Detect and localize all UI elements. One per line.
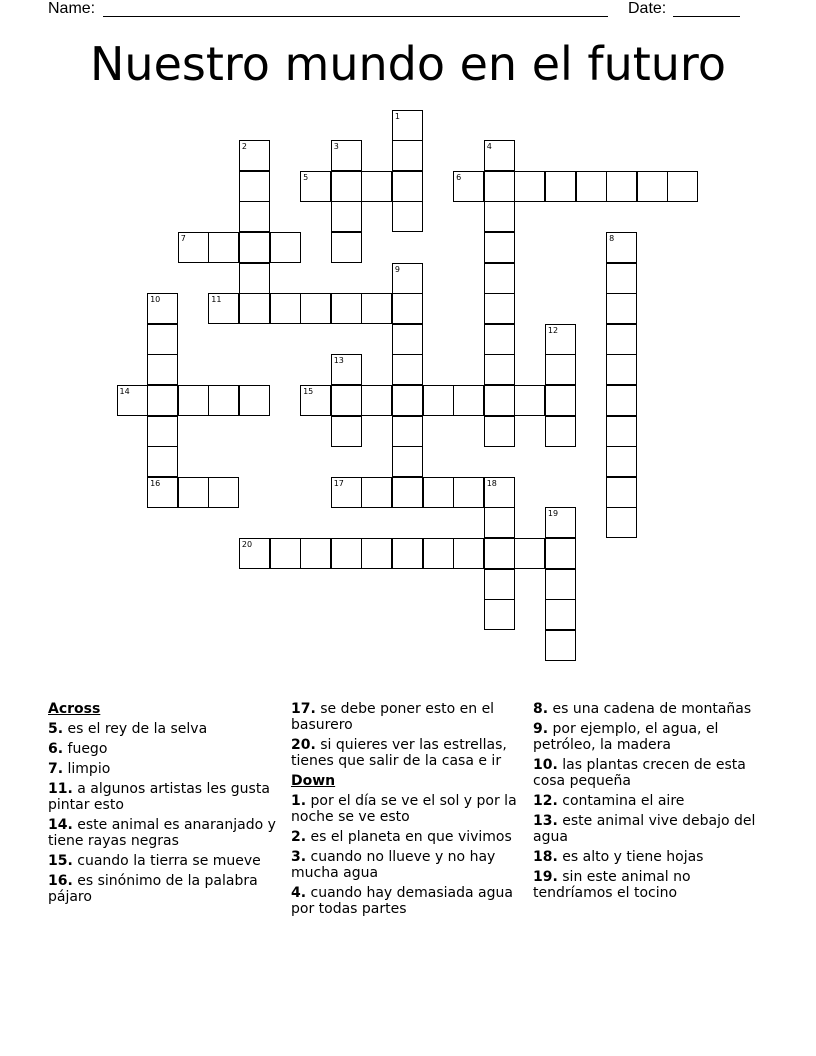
grid-cell[interactable] [667, 171, 698, 202]
grid-cell[interactable] [331, 171, 362, 202]
grid-cell[interactable] [545, 354, 576, 385]
grid-cell[interactable] [453, 385, 484, 416]
grid-cell[interactable] [484, 477, 515, 508]
across-heading: Across [48, 701, 101, 717]
grid-cell[interactable] [484, 354, 515, 385]
grid-cell[interactable] [392, 263, 423, 294]
grid-cell[interactable] [545, 538, 576, 569]
clue-number: 7 [180, 233, 186, 243]
grid-cell[interactable] [484, 569, 515, 600]
grid-cell[interactable] [606, 354, 637, 385]
clue-number: 13 [333, 356, 344, 366]
clue-down-4: 4. cuando hay demasiada agua por todas partes [291, 885, 513, 917]
grid-cell[interactable] [484, 201, 515, 232]
grid-cell[interactable] [484, 385, 515, 416]
clue-across-20: 20. si quieres ver las estrellas, tienes que salir de la casa e ir [291, 737, 507, 769]
grid-cell[interactable] [331, 293, 362, 324]
date-label: Date: [628, 0, 667, 17]
grid-cell[interactable] [606, 232, 637, 263]
clue-number: 15 [303, 386, 314, 396]
grid-cell[interactable] [484, 324, 515, 355]
clues-column-3 [533, 701, 767, 905]
grid-cell[interactable] [606, 446, 637, 477]
grid-cell[interactable] [484, 416, 515, 447]
page-title: Nuestro mundo en el futuro [90, 37, 726, 91]
grid-cell[interactable] [208, 232, 239, 263]
grid-cell[interactable] [147, 446, 178, 477]
clue-down-9: 9. por ejemplo, el agua, el petróleo, la madera [533, 721, 719, 753]
clue-number: 19 [547, 509, 559, 519]
grid-cell[interactable] [484, 507, 515, 538]
clue-across-11: 11. a algunos artistas les gusta pintar esto [48, 781, 270, 813]
grid-cell[interactable] [147, 354, 178, 385]
grid-cell[interactable] [392, 385, 423, 416]
clue-across-14: 14. este animal es anaranjado y tiene rayas negras [48, 817, 276, 849]
grid-cell[interactable] [453, 477, 484, 508]
grid-cell[interactable] [331, 140, 362, 171]
grid-cell[interactable] [392, 538, 423, 569]
clue-across-5: 5. es el rey de la selva [48, 721, 208, 737]
grid-cell[interactable] [178, 477, 209, 508]
grid-cell[interactable] [423, 538, 454, 569]
grid-cell[interactable] [484, 293, 515, 324]
grid-cell[interactable] [484, 232, 515, 263]
grid-cell[interactable] [270, 293, 301, 324]
clues-column-2 [291, 701, 525, 921]
grid-cell[interactable] [545, 416, 576, 447]
grid-cell[interactable] [147, 324, 178, 355]
grid-cell[interactable] [484, 140, 515, 171]
clue-down-2: 2. es el planeta en que vivimos [291, 829, 512, 845]
grid-cell[interactable] [606, 324, 637, 355]
clue-across-6: 6. fuego [48, 741, 108, 757]
grid-cell[interactable] [484, 171, 515, 202]
grid-cell[interactable] [331, 354, 362, 385]
grid-cell[interactable] [392, 201, 423, 232]
grid-cell[interactable] [239, 263, 270, 294]
clue-number: 16 [150, 478, 161, 488]
grid-cell[interactable] [147, 293, 178, 324]
clue-down-18: 18. es alto y tiene hojas [533, 849, 704, 865]
grid-cell[interactable] [300, 385, 331, 416]
grid-cell[interactable] [239, 140, 270, 171]
grid-cell[interactable] [331, 477, 362, 508]
clue-number: 1 [394, 111, 400, 121]
grid-cell[interactable] [606, 507, 637, 538]
clue-across-15: 15. cuando la tierra se mueve [48, 853, 261, 869]
grid-cell[interactable] [484, 263, 515, 294]
clue-number: 2 [241, 142, 247, 152]
grid-cell[interactable] [270, 232, 301, 263]
grid-cell[interactable] [208, 477, 239, 508]
clues-column-1 [48, 701, 282, 909]
grid-cell[interactable] [545, 324, 576, 355]
grid-cell[interactable] [606, 416, 637, 447]
clue-number: 3 [333, 142, 339, 152]
grid-cell[interactable] [117, 385, 148, 416]
grid-cell[interactable] [545, 630, 576, 661]
clue-number: 11 [211, 295, 222, 305]
grid-cell[interactable] [576, 171, 607, 202]
grid-cell[interactable] [514, 171, 545, 202]
grid-cell[interactable] [392, 293, 423, 324]
grid-cell[interactable] [606, 263, 637, 294]
grid-cell[interactable] [331, 538, 362, 569]
grid-cell[interactable] [606, 293, 637, 324]
grid-cell[interactable] [178, 232, 209, 263]
name-label: Name: [48, 0, 96, 17]
grid-cell[interactable] [423, 477, 454, 508]
grid-cell[interactable] [208, 293, 239, 324]
grid-cell[interactable] [270, 538, 301, 569]
grid-cell[interactable] [361, 477, 392, 508]
grid-cell[interactable] [545, 569, 576, 600]
grid-cell[interactable] [331, 232, 362, 263]
grid-cell[interactable] [239, 171, 270, 202]
grid-cell[interactable] [300, 293, 331, 324]
clue-across-17: 17. se debe poner esto en el basurero [291, 701, 495, 733]
grid-cell[interactable] [361, 385, 392, 416]
clue-number: 17 [333, 478, 344, 488]
grid-cell[interactable] [606, 477, 637, 508]
grid-cell[interactable] [331, 385, 362, 416]
grid-cell[interactable] [453, 171, 484, 202]
clue-number: 6 [456, 172, 462, 182]
grid-cell[interactable] [484, 599, 515, 630]
grid-cell[interactable] [147, 385, 178, 416]
clue-number: 20 [241, 539, 253, 549]
clue-across-7: 7. limpio [48, 761, 111, 777]
grid-cell[interactable] [392, 354, 423, 385]
clue-down-8: 8. es una cadena de montañas [533, 701, 752, 717]
clue-down-12: 12. contamina el aire [533, 793, 685, 809]
grid-cell[interactable] [514, 538, 545, 569]
clue-number: 10 [150, 295, 161, 305]
grid-cell[interactable] [392, 110, 423, 141]
grid-cell[interactable] [239, 201, 270, 232]
grid-cell[interactable] [392, 171, 423, 202]
down-heading: Down [291, 773, 336, 789]
clue-number: 12 [547, 325, 559, 335]
grid-cell[interactable] [545, 507, 576, 538]
grid-cell[interactable] [453, 538, 484, 569]
grid-cell[interactable] [392, 446, 423, 477]
clue-down-13: 13. este animal vive debajo del agua [533, 813, 756, 845]
clue-across-16: 16. es sinónimo de la palabra pájaro [48, 873, 258, 905]
grid-cell[interactable] [514, 385, 545, 416]
grid-cell[interactable] [178, 385, 209, 416]
grid-cell[interactable] [331, 416, 362, 447]
grid-cell[interactable] [545, 599, 576, 630]
grid-cell[interactable] [361, 293, 392, 324]
grid-cell[interactable] [484, 538, 515, 569]
grid-cell[interactable] [423, 385, 454, 416]
grid-cell[interactable] [637, 171, 668, 202]
clue-down-3: 3. cuando no llueve y no hay mucha agua [291, 849, 496, 881]
grid-cell[interactable] [392, 140, 423, 171]
grid-cell[interactable] [392, 477, 423, 508]
clue-number: 4 [486, 142, 492, 152]
grid-cell[interactable] [147, 416, 178, 447]
grid-cell[interactable] [239, 538, 270, 569]
clue-number: 14 [119, 386, 130, 396]
clue-down-19: 19. sin este animal no tendríamos el tocino [533, 869, 691, 901]
grid-cell[interactable] [300, 538, 331, 569]
grid-cell[interactable] [392, 324, 423, 355]
grid-cell[interactable] [331, 201, 362, 232]
grid-cell[interactable] [545, 171, 576, 202]
grid-cell[interactable] [208, 385, 239, 416]
grid-cell[interactable] [606, 171, 637, 202]
clue-down-1: 1. por el día se ve el sol y por la noche se ve esto [291, 793, 517, 825]
clue-number: 8 [609, 233, 615, 243]
grid-cell[interactable] [300, 171, 331, 202]
grid-cell[interactable] [239, 232, 270, 263]
grid-cell[interactable] [606, 385, 637, 416]
grid-cell[interactable] [361, 171, 392, 202]
grid-cell[interactable] [239, 293, 270, 324]
clue-number: 18 [486, 478, 497, 488]
grid-cell[interactable] [239, 385, 270, 416]
grid-cell[interactable] [392, 416, 423, 447]
grid-cell[interactable] [545, 385, 576, 416]
clue-down-10: 10. las plantas crecen de esta cosa pequeña [533, 757, 746, 789]
grid-cell[interactable] [361, 538, 392, 569]
clue-number: 9 [394, 264, 400, 274]
grid-cell[interactable] [147, 477, 178, 508]
clue-number: 5 [303, 172, 309, 182]
